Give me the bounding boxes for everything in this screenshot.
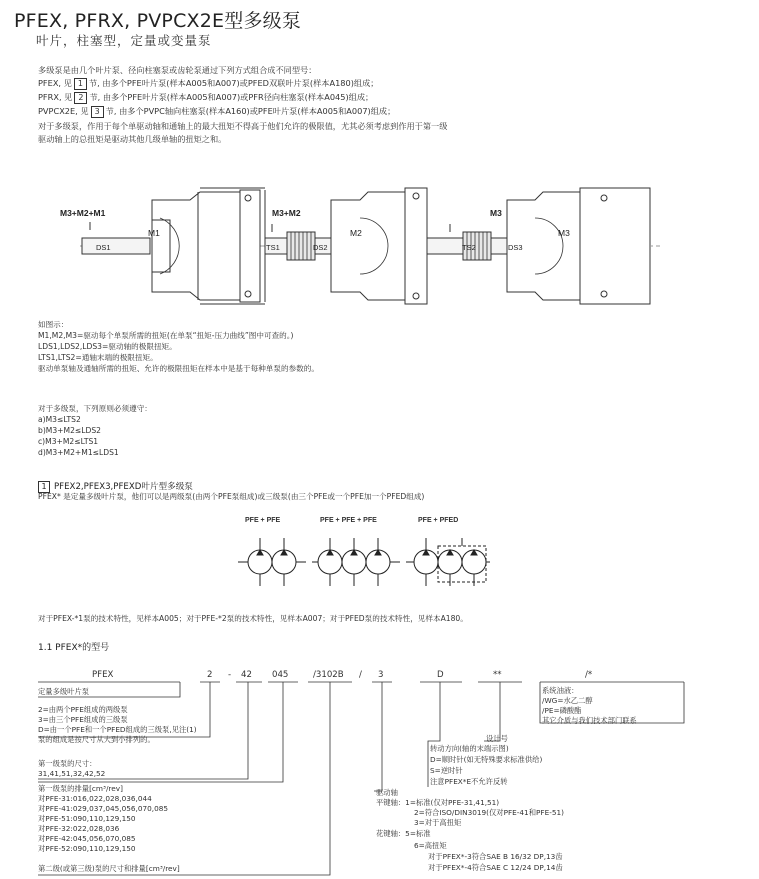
model-pump-desc: 定量多级叶片泵 xyxy=(38,687,90,696)
page-subtitle: 叶片，柱塞型，定量或变量泵 xyxy=(36,33,212,48)
ds1-label: DS1 xyxy=(96,243,111,252)
model-disp-51: 对PFE-51:090,110,129,150 xyxy=(38,814,136,823)
symbol-label-2: PFE + PFE + PFE xyxy=(320,517,377,524)
section-ref-3: 3 xyxy=(91,106,104,118)
model-shaft-3: 3=对于高扭矩 xyxy=(414,818,462,827)
model-rot-s: S=逆时针 xyxy=(430,766,463,775)
section-1-title: PFEX2,PFEX3,PFEXD叶片型多级泵 xyxy=(54,482,193,492)
model-size-head: 第一级泵的尺寸： xyxy=(38,759,97,768)
model-stages-d: D=由一个PFE和一个PFED组成的三级泵,见注(1) xyxy=(38,725,197,734)
rule-c: c)M3+M2≤LTS1 xyxy=(38,437,99,446)
intro-line-pfex xyxy=(38,77,378,90)
pfrx-prefix: PFRX, 见 xyxy=(38,92,73,102)
code-slash: / xyxy=(359,670,362,680)
pfrx-text: 节, 由多个PFE叶片泵(样本A005和A007)或PFR径向柱塞泵(样本A045)组成； xyxy=(89,92,374,102)
model-disp-head: 第一级泵的排量[cm³/rev] xyxy=(38,784,123,793)
code-dash: - xyxy=(228,670,232,680)
intro-line-pfrx xyxy=(38,91,373,104)
model-shaft-1: 平键轴：1=标准(仅对PFE-31,41,51) xyxy=(376,798,500,807)
intro-line-6: 驱动轴上的总扭矩是驱动其他几级单轴的扭矩之和。 xyxy=(38,134,227,144)
multistage-pump-drawing xyxy=(60,180,700,320)
model-seal-other: 其它介质与我们技术部门联系 xyxy=(542,716,637,725)
model-stages-3: 3=由三个PFE组成的三级泵 xyxy=(38,715,128,724)
model-stages-note: 泵的组成是按尺寸从大到小排列的。 xyxy=(38,735,155,744)
section-ref-1: 1 xyxy=(74,78,87,90)
model-shaft-sae-b: 对于PFEX*-3符合SAE B 16/32 DP,13齿 xyxy=(428,852,563,861)
model-rot-d: D=顺时针(如无特殊要求标准供给) xyxy=(430,755,543,764)
symbol-label-1: PFE + PFE xyxy=(245,517,281,524)
model-seal-wg: /WG=水乙二醇 xyxy=(542,696,593,705)
model-code-heading: 1.1 PFEX*的型号 xyxy=(38,643,110,653)
code-size: 42 xyxy=(241,670,252,680)
model-second-stage: 第二级(或第三级)泵的尺寸和排量[cm³/rev] xyxy=(38,864,180,873)
legend-line-1: 如图示： xyxy=(38,320,69,329)
code-design: ** xyxy=(493,670,502,680)
model-size-values: 31,41,51,32,42,52 xyxy=(38,769,106,778)
model-shaft-head: 驱动轴 xyxy=(376,788,398,797)
ds3-label: DS3 xyxy=(508,243,523,252)
ts2-label: TS2 xyxy=(462,243,476,252)
code-pfex: PFEX xyxy=(92,670,114,680)
model-shaft-2: 2=符合ISO/DIN3019(仅对PFE-41和PFE-51) xyxy=(414,808,564,817)
legend-line-5: 驱动单泵轴及通轴所需的扭矩、允许的极限扭矩在样本中是基于每种单泵的参数的。 xyxy=(38,364,319,373)
legend-line-4: LTS1,LTS2=通轴末端的极限扭矩。 xyxy=(38,353,158,362)
torque-label-2: M3+M2 xyxy=(272,208,301,218)
pump-m2-label: M2 xyxy=(350,228,362,238)
rule-a: a)M3≤LTS2 xyxy=(38,415,81,424)
section-1-tech-note: 对于PFEX-*1泵的技术特性，见样本A005；对于PFE-*2泵的技术特性，见样本A007；对于PFED泵的技术特性，见样本A180。 xyxy=(38,614,468,623)
intro-line-5: 对于多级泵，作用于每个单驱动轴和通轴上的最大扭矩不得高于他们允许的极限值，尤其必须考虑到作用于第一级 xyxy=(38,121,448,131)
legend-line-2: M1,M2,M3=驱动每个单泵所需的扭矩(在单泵“扭矩-压力曲线”图中可查的。) xyxy=(38,331,294,340)
model-disp-32: 对PFE-32:022,028,036 xyxy=(38,824,120,833)
intro-line-pvpc xyxy=(38,105,395,118)
pvpc-text: 节, 由多个PVPC轴向柱塞泵(样本A160)或PFE叶片泵(样本A005和A007)组成； xyxy=(105,106,396,116)
model-stages-2: 2=由两个PFE组成的两级泵 xyxy=(38,705,128,714)
pump-m3-label: M3 xyxy=(558,228,570,238)
symbol-label-3: PFE + PFED xyxy=(418,517,459,524)
code-shaft: 3 xyxy=(378,670,384,680)
model-rot-head: 转动方向(轴的末端示图) xyxy=(430,744,509,753)
section-1-number: 1 xyxy=(38,481,50,493)
torque-label-3: M3 xyxy=(490,208,502,218)
section-1-description: PFEX* 是定量多级叶片泵，他们可以是两级泵(由两个PFE泵组成)或三级泵(由三个PFE或一个PFE加一个PFED组成) xyxy=(38,492,425,501)
ts1-label: TS1 xyxy=(266,243,280,252)
page-title: PFEX, PFRX, PVPCX2E型多级泵 xyxy=(14,10,302,32)
model-disp-52: 对PFE-52:090,110,129,150 xyxy=(38,844,136,853)
code-second-stage: /3102B xyxy=(313,670,344,680)
pvpc-prefix: PVPCX2E, 见 xyxy=(38,106,89,116)
hydraulic-symbols xyxy=(220,512,510,602)
pump-m1-label: M1 xyxy=(148,228,160,238)
intro-line-1: 多级泵是由几个叶片泵、径向柱塞泵或齿轮泵通过下列方式组合成不同型号： xyxy=(38,65,317,75)
legend-line-3: LDS1,LDS2,LDS3=驱动轴的极限扭矩。 xyxy=(38,342,177,351)
model-rot-note: 注意PFEX*E不允许反转 xyxy=(430,777,508,786)
ds2-label: DS2 xyxy=(313,243,328,252)
model-seal-head: 系统油液： xyxy=(542,686,579,695)
model-seal-pe: /PE=磷酸酯 xyxy=(542,706,582,715)
code-rotation: D xyxy=(437,670,444,680)
pfex-prefix: PFEX, 见 xyxy=(38,78,72,88)
rule-d: d)M3+M2+M1≤LDS1 xyxy=(38,448,119,457)
model-disp-41: 对PFE-41:029,037,045,056,070,085 xyxy=(38,804,169,813)
rule-b: b)M3+M2≤LDS2 xyxy=(38,426,102,435)
model-shaft-5: 花键轴：5=标准 xyxy=(376,829,431,838)
torque-label-1: M3+M2+M1 xyxy=(60,208,106,218)
pfex-text: 节, 由多个PFE叶片泵(样本A005和A007)或PFED双联叶片泵(样本A180)组成； xyxy=(88,78,379,88)
rules-heading: 对于多级泵，下列原则必须遵守： xyxy=(38,404,152,413)
model-shaft-6: 6=高扭矩 xyxy=(414,841,447,850)
code-displacement: 045 xyxy=(272,670,289,680)
model-disp-31: 对PFE-31:016,022,028,036,044 xyxy=(38,794,152,803)
section-ref-2: 2 xyxy=(74,92,87,104)
code-stages: 2 xyxy=(207,670,213,680)
code-seal: /* xyxy=(585,670,593,680)
model-shaft-sae-c: 对于PFEX*-4符合SAE C 12/24 DP,14齿 xyxy=(428,863,563,872)
model-design: 设计号 xyxy=(486,734,508,743)
model-disp-42: 对PFE-42:045,056,070,085 xyxy=(38,834,136,843)
